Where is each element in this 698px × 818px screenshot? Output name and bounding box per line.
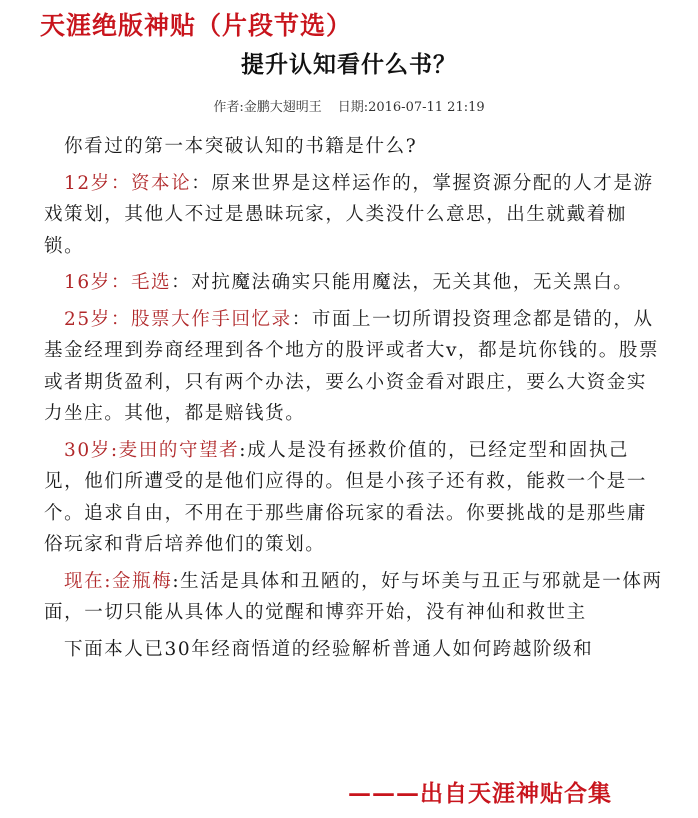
- post-meta: [0, 96, 698, 115]
- source-footer: ———出自天涯神贴合集: [348, 780, 612, 807]
- paragraph-text: ：原来世界是这样运作的，掌握资源分配的人才是游戏策划，其他人不过是愚昧玩家，人类没什么意思，出生就戴着枷锁。: [44, 172, 654, 257]
- paragraph-tag: 现在:金瓶梅: [64, 570, 173, 592]
- paragraph-text: ：市面上一切所谓投资理念都是错的，从基金经理到券商经理到各个地方的股评或者大v，都是坑你钱的。股票或者期货盈利，只有两个办法，要么小资金看对跟庄，要么大资金实力坐庄。其他，都是赔钱货。: [44, 308, 660, 424]
- paragraph-text: :成人是没有拯救价值的，已经定型和固执己见，他们所遭受的是他们应得的。但是小孩子还有救，能救一个是一个。追求自由，不用在于那些庸俗玩家的看法。你要挑战的是那些庸俗玩家和背后培养他们的策划。: [44, 439, 648, 555]
- paragraph: [44, 304, 664, 430]
- paragraph: [44, 634, 664, 666]
- paragraph: [44, 435, 664, 561]
- paragraph: [44, 131, 664, 163]
- paragraph-tag: 25岁：股票大作手回忆录: [64, 308, 292, 330]
- paragraph-tag: 12岁：资本论: [64, 172, 192, 194]
- author-label: 作者:金鹏大翅明王: [213, 100, 322, 115]
- article-body: [44, 131, 664, 665]
- paragraph-text: ：对抗魔法确实只能用魔法，无关其他，无关黑白。: [171, 272, 634, 293]
- paragraph-text: 你看过的第一本突破认知的书籍是什么?: [64, 136, 418, 157]
- paragraph: [44, 267, 664, 299]
- date-label: 日期:2016-07-11 21:19: [337, 100, 485, 115]
- page-title: 提升认知看什么书？: [241, 52, 457, 78]
- paragraph: [44, 566, 664, 629]
- series-banner: 天涯绝版神贴（片段节选）: [40, 11, 353, 40]
- paragraph-tag: 16岁：毛选: [64, 272, 172, 293]
- paragraph-text: :生活是具体和丑陋的，好与坏美与丑正与邪就是一体两面，一切只能从具体人的觉醒和博弈开始，没有神仙和救世主: [44, 570, 663, 623]
- paragraph-tag: 30岁:麦田的守望者: [64, 439, 240, 461]
- paragraph-text: 下面本人已30年经商悟道的经验解析普通人如何跨越阶级和: [64, 638, 594, 660]
- paragraph: [44, 168, 664, 263]
